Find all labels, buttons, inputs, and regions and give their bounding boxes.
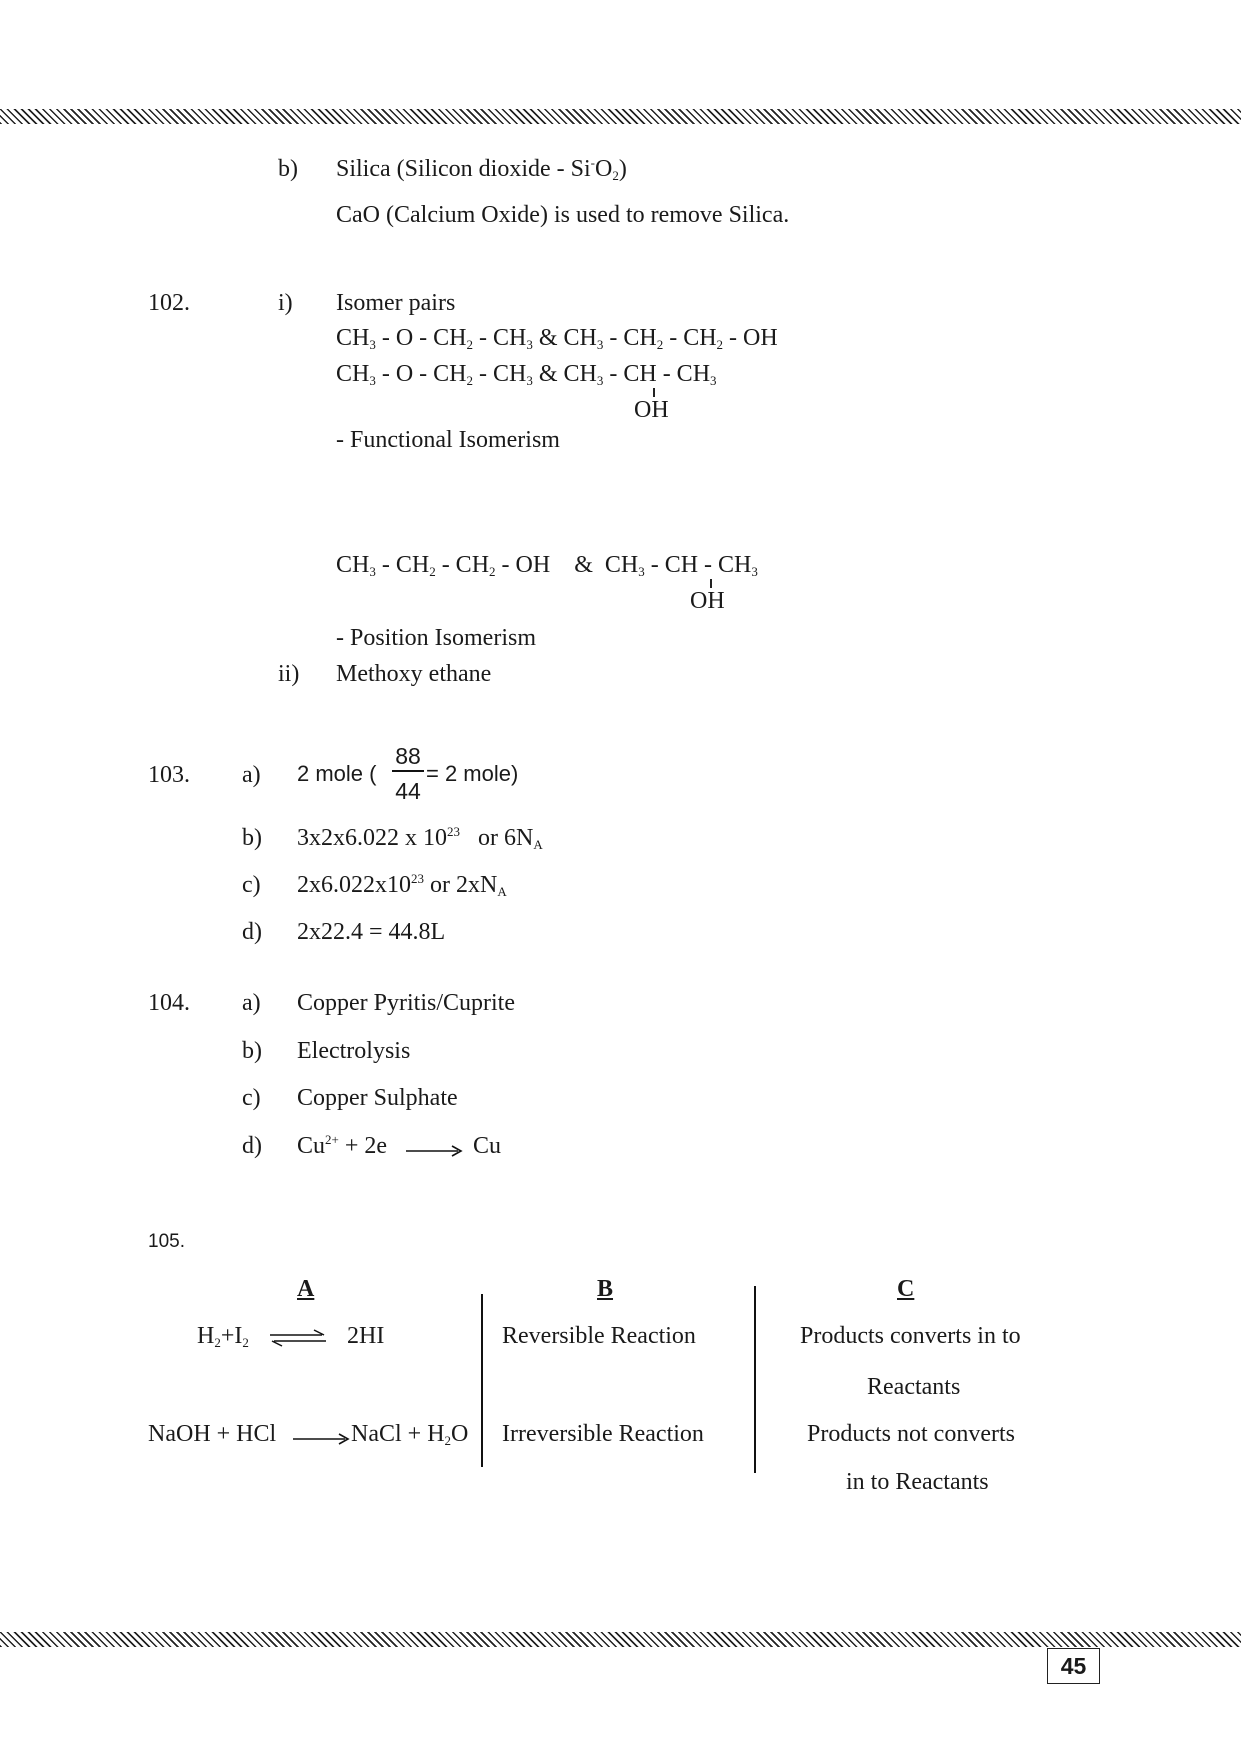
formula-pair-3: $CH_3 - CH_2 - CH_2$ - OH & $CH_3$ - CH - $CH_3$ — [336, 552, 758, 579]
q102-part-ii-label: ii) — [278, 661, 300, 687]
column-divider-2 — [754, 1286, 756, 1473]
q103-c-label: c) — [242, 872, 261, 898]
formula-pair-2: $CH_3$ - O - $CH_2 - CH_3$ & $CH_3$ - CH - $CH_3$ — [336, 361, 717, 388]
oh-bond-1 — [653, 388, 655, 397]
reaction-naoh-hcl: NaOH + HCl — [148, 1421, 277, 1447]
cao-line: CaO (Calcium Oxide) is used to remove Silica. — [336, 202, 790, 228]
q103-a-label: a) — [242, 762, 261, 788]
oh-bond-2 — [710, 579, 712, 588]
reaction-product-hi: 2HI — [347, 1323, 385, 1349]
q103-d-label: d) — [242, 919, 262, 945]
q105-number: 105. — [148, 1231, 185, 1252]
forward-arrow-icon — [404, 1145, 464, 1157]
q104-c-answer: Copper Sulphate — [297, 1085, 458, 1111]
row2-desc-line2: in to Reactants — [846, 1469, 989, 1495]
q104-b-label: b) — [242, 1038, 262, 1064]
q103-a-right: = 2 mole) — [426, 761, 519, 786]
q103-d-answer: 2x22.4 = 44.8L — [297, 919, 446, 945]
reversible-reaction: Reversible Reaction — [502, 1323, 696, 1349]
q103-b-answer: 3x2x6.022 x $10^{23}$ or $6N_A$ — [297, 824, 543, 852]
column-a-header: A — [297, 1276, 315, 1302]
q104-a-answer: Copper Pyritis/Cuprite — [297, 990, 515, 1016]
column-c-header: C — [897, 1276, 915, 1302]
oh-group-1: OH — [634, 397, 669, 423]
row1-desc-line2: Reactants — [867, 1374, 961, 1400]
q104-a-label: a) — [242, 990, 261, 1016]
silica-line: Silica (Silicon dioxide - $Si^-O_2$) — [336, 155, 627, 183]
fraction-bar — [392, 770, 424, 772]
q103-c-answer: $2x6.022x10^{23}$ or $2xN_A$ — [297, 871, 507, 899]
q103-a-left: 2 mole ( — [297, 761, 377, 786]
fraction-numerator: 88 — [395, 743, 421, 769]
reaction-products-nacl: NaCl + $H_2O$ — [351, 1421, 469, 1448]
q104-b-answer: Electrolysis — [297, 1038, 411, 1064]
irreversible-reaction: Irreversible Reaction — [502, 1421, 704, 1447]
methoxy-ethane: Methoxy ethane — [336, 661, 492, 687]
q103-b-label: b) — [242, 825, 262, 851]
position-isomerism: - Position Isomerism — [336, 625, 537, 651]
forward-arrow-icon — [291, 1433, 351, 1445]
formula-pair-1: $CH_3$ - O - $CH_2 - CH_3$ & $CH_3 - CH_2 - CH_2$ - OH — [336, 325, 778, 352]
reaction-hydrogen-iodine: $H_2+I_2$ — [197, 1323, 249, 1350]
column-divider-1 — [481, 1294, 483, 1467]
q104-c-label: c) — [242, 1085, 261, 1111]
q104-d-equation: $Cu^{2+} + 2e$ — [297, 1132, 388, 1159]
page-number: 45 — [1047, 1648, 1100, 1684]
q104-number: 104. — [148, 990, 190, 1016]
row1-desc-line1: Products converts in to — [800, 1323, 1021, 1349]
bottom-hatch-border — [0, 1632, 1241, 1647]
q104-d-product: Cu — [473, 1133, 502, 1159]
isomer-pairs-heading: Isomer pairs — [336, 290, 456, 316]
row2-desc-line1: Products not converts — [807, 1421, 1015, 1447]
q102-part-i-label: i) — [278, 290, 293, 316]
top-hatch-border — [0, 109, 1241, 124]
oh-group-2: OH — [690, 588, 725, 614]
silica-label: b) — [278, 156, 298, 182]
q102-number: 102. — [148, 290, 190, 316]
q104-d-label: d) — [242, 1133, 262, 1159]
column-b-header: B — [597, 1276, 614, 1302]
equilibrium-arrow-icon — [268, 1328, 328, 1348]
functional-isomerism: - Functional Isomerism — [336, 427, 560, 453]
fraction-denominator: 44 — [395, 778, 421, 804]
q103-number: 103. — [148, 762, 190, 788]
